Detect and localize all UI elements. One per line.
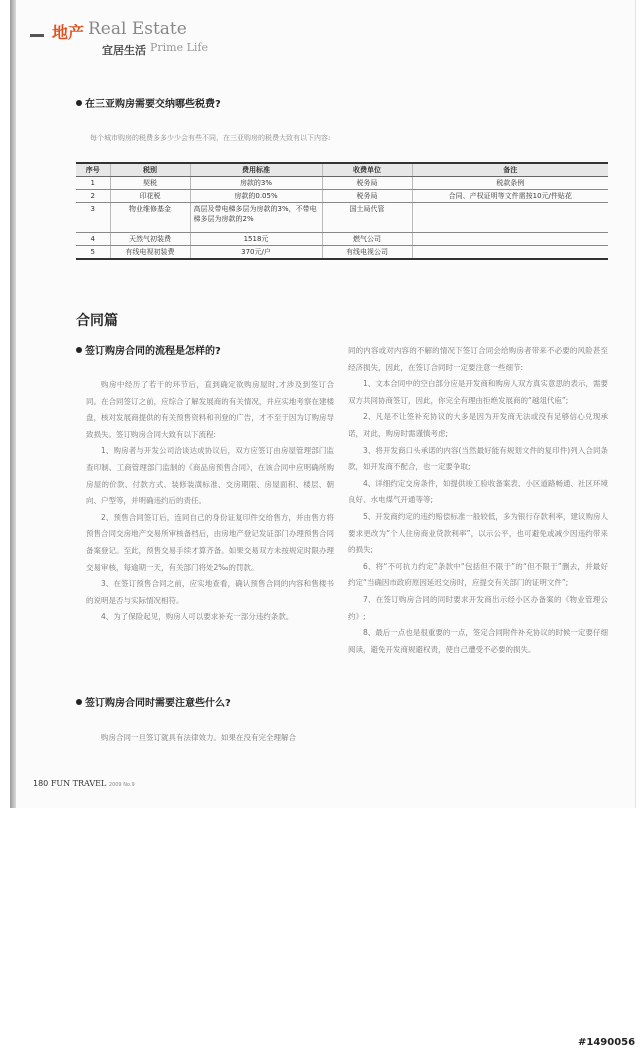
subsection-title-cn: 宜居生活 [102,44,146,57]
table-cell: 税务局 [322,177,412,190]
issue-label: 2009 No.9 [108,782,135,788]
section-title-cn: 地产 [52,23,85,42]
body-paragraph: 2、凡是不让签补充协议的大多是因为开发商无法或没有足够信心兑现承诺，对此，购房时需谨慎考虑; [348,412,608,438]
tax-table [76,162,608,260]
subsection-title-en: Prime Life [150,41,209,54]
process-body [86,377,334,626]
table-header-cell: 收费单位 [322,163,412,177]
table-cell: 国土局代管 [322,203,412,233]
table-row [76,233,608,246]
table-cell: 印花税 [110,190,190,203]
body-paragraph: 2、预售合同签订后，连同自己的身份证复印件交给售方，并由售方将预售合同交房地产交易所审核备档后，由房地产登记发证部门办理预售合同备案登记。至此，预售交易手续才算齐备。如果交易双方未按规定时限办理交易审核，每逾期一天，有关部门将处2‰的罚款。 [86,512,334,572]
page-spine-shadow [10,0,16,808]
notes-body-continued [348,343,608,658]
table-row [76,177,608,190]
contract-section-heading: 合同篇 [76,313,118,329]
body-paragraph: 1、购房者与开发公司洽谈达成协议后，双方应签订由房屋管理部门监查印制、工商管理部门监制的《商品房预售合同》，在该合同中应明确所购房屋的价款、付款方式、装修装潢标准、交房期限、房屋面积、楼层、朝向、户型等，并明确违约后的责任。 [86,446,334,506]
table-cell: 1518元 [190,233,322,246]
table-cell: 物业维修基金 [110,203,190,233]
question-tax-heading [76,98,221,112]
notes-body-start [86,730,334,747]
table-cell: 合同、产权证明等文件需按10元/件贴花 [412,190,608,203]
question-notes-heading [76,697,231,711]
body-paragraph: 8、最后一点也是很重要的一点，签定合同附件补充协议的时候一定要仔细阅读，避免开发商规避权责，使自己遭受不必要的损失。 [348,628,608,654]
table-cell: 1 [76,177,110,190]
page-footer [33,779,135,788]
section-title-en: Real Estate [88,19,187,39]
table-cell: 天然气初装费 [110,233,190,246]
tax-table-header-row [76,163,608,177]
body-paragraph: 同的内容或对内容的不解的情况下签订合同会给购房者带来不必要的风险甚至经济损失，因此，在签订合同时一定要注意一些细节: [348,346,608,372]
body-paragraph: 7、在签订购房合同的同时要求开发商出示经小区办备案的《物业管理公约》; [348,594,608,621]
bullet-icon [76,699,82,705]
table-cell: 燃气公司 [322,233,412,246]
image-id-watermark: #1490056 [578,1037,636,1048]
table-cell: 房款的3% [190,177,322,190]
bullet-icon [76,100,82,106]
body-paragraph: 购房合同一旦签订就具有法律效力。如果在没有完全理解合 [101,733,296,742]
body-paragraph: 3、将开发商口头承诺的内容(当然最好能有规划文件的复印件)列入合同条款，如开发商不配合，也一定要争取; [348,445,608,472]
tax-intro-text: 每个城市购房的税费多多少少会有些不同，在三亚购房的税费大致有以下内容: [90,134,331,142]
question-tax-title: 在三亚购房需要交纳哪些税费? [85,99,221,110]
table-header-cell: 序号 [76,163,110,177]
body-paragraph: 3、在签订预售合同之前，应实地查看，确认预售合同的内容和售楼书的说明是否与实际情况相符。 [86,579,334,605]
table-cell: 3 [76,203,110,233]
question-process-title: 签订购房合同的流程是怎样的? [85,346,221,357]
body-paragraph: 购房中经历了若干的环节后，直到确定欲购房屋时,才涉及到签订合同。在合同签订之前，应综合了解发展商的有关情况，并应实地考察在建楼盘，核对发展商提供的有关预售资料和刊登的广告，才不至于因为订购房导致损失。签订购房合同大致有以下流程: [86,380,334,439]
table-cell: 5 [76,246,110,260]
body-paragraph: 4、为了保险起见，购房人可以要求补充一部分违约条款。 [101,612,294,622]
table-cell: 高层及带电梯多层为房款的3%，不带电梯多层为房款的2% [190,203,322,233]
table-header-cell: 备注 [412,163,608,177]
page-number: 180 [33,779,49,788]
table-cell: 税务局 [322,190,412,203]
table-header-cell: 费用标准 [190,163,322,177]
table-cell: 房款的0.05% [190,190,322,203]
header-dash [30,34,44,37]
table-row [76,190,608,203]
magazine-name: FUN TRAVEL [50,779,107,788]
table-cell [412,203,608,233]
body-paragraph: 1、文本合同中的空白部分应是开发商和购房人双方真实意思的表示，需要双方共同协商签订，因此，你完全有理由拒绝发展商的“越俎代庖”; [348,379,608,405]
table-cell: 有线电视公司 [322,246,412,260]
body-paragraph: 5、开发商约定的违约赔偿标准一般较低，多为银行存款利率，建议购房人要求更改为“个人住房商业贷款利率”，以示公平，也可避免或减少因违约带来的损失; [348,511,608,555]
table-cell: 税款条例 [412,177,608,190]
table-cell: 有线电视初装费 [110,246,190,260]
table-row [76,246,608,260]
question-process-heading [76,345,221,359]
question-notes-title: 签订购房合同时需要注意些什么? [85,698,231,709]
body-paragraph: 6、将“不可抗力约定”条款中“包括但不限于”的“但不限于”删去，并最好约定“当确因市政府原因延迟交房时，应提交有关部门的证明文件”; [348,561,608,588]
table-cell [412,246,608,260]
bullet-icon [76,347,82,353]
table-header-cell: 税别 [110,163,190,177]
table-row [76,203,608,233]
table-cell: 370元/户 [190,246,322,260]
table-cell: 契税 [110,177,190,190]
table-cell [412,233,608,246]
body-paragraph: 4、详细约定交房条件，如提供竣工验收备案表、小区道路畅通、社区环境良好、水电煤气开通等等; [348,478,608,505]
table-cell: 2 [76,190,110,203]
table-cell: 4 [76,233,110,246]
